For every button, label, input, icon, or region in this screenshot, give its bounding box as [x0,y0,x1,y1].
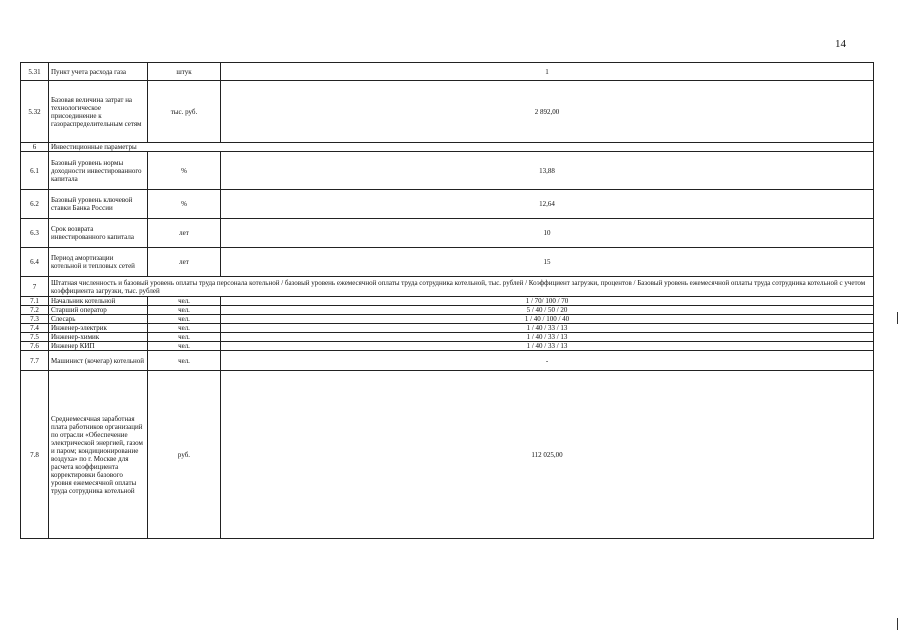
row-number: 7.6 [21,342,49,351]
parameter-name: Базовый уровень ключевой ставки Банка России [49,190,148,219]
unit-cell: руб. [148,371,221,539]
table-row [21,351,874,371]
row-number: 7.8 [21,371,49,539]
parameters-table [20,62,874,539]
parameter-name: Инженер КИП [49,342,148,351]
unit-cell: лет [148,219,221,248]
section-row [21,143,874,152]
row-number: 7 [21,277,49,297]
value-cell: 1 / 40 / 33 / 13 [221,333,874,342]
value-cell: 10 [221,219,874,248]
table-row [21,190,874,219]
value-cell: 13,88 [221,152,874,190]
edge-mark [897,312,901,324]
unit-cell: чел. [148,342,221,351]
row-number: 5.32 [21,81,49,143]
parameter-name: Инженер-электрик [49,324,148,333]
row-number: 7.5 [21,333,49,342]
value-cell: 1 [221,63,874,81]
table-row [21,81,874,143]
edge-mark [897,618,901,630]
table-row [21,63,874,81]
table-row [21,324,874,333]
unit-cell: % [148,152,221,190]
value-cell: 1 / 40 / 100 / 40 [221,315,874,324]
value-cell: 2 892,00 [221,81,874,143]
unit-cell: чел. [148,351,221,371]
parameter-name: Машинист (кочегар) котельной [49,351,148,371]
row-number: 6 [21,143,49,152]
row-number: 7.4 [21,324,49,333]
row-number: 7.3 [21,315,49,324]
table-row [21,306,874,315]
row-number: 6.4 [21,248,49,277]
table-row [21,371,874,539]
unit-cell: чел. [148,297,221,306]
section-title: Штатная численность и базовый уровень оплаты труда персонала котельной / базовый уровень ежемесячной оплаты труда сотрудника котельной, тыс. рублей / Коэффициент загрузки, процентов / Базовый уровень ежемесячной оплаты труда сотрудника котельной с учетом коэффициента загрузки, тыс. рублей [49,277,874,297]
table-row [21,248,874,277]
parameter-name: Срок возврата инвестированного капитала [49,219,148,248]
parameter-name: Базовый уровень нормы доходности инвестированного капитала [49,152,148,190]
unit-cell: % [148,190,221,219]
value-cell: 12,64 [221,190,874,219]
parameter-name: Слесарь [49,315,148,324]
value-cell: 1 / 70/ 100 / 70 [221,297,874,306]
row-number: 6.3 [21,219,49,248]
parameter-name: Пункт учета расхода газа [49,63,148,81]
table-row [21,315,874,324]
value-cell: 1 / 40 / 33 / 13 [221,342,874,351]
unit-cell: чел. [148,306,221,315]
table-row [21,342,874,351]
value-cell: - [221,351,874,371]
parameter-name: Старший оператор [49,306,148,315]
table-row [21,297,874,306]
page-number: 14 [835,38,846,50]
parameter-name: Среднемесячная заработная плата работников организаций по отрасли «Обеспечение электрической энергией, газом и паром; кондиционирование воздуха» по г. Москве для расчета коэффициента корректировки базового уровня ежемесячной оплаты труда сотрудника котельной [49,371,148,539]
row-number: 7.7 [21,351,49,371]
unit-cell: лет [148,248,221,277]
unit-cell: чел. [148,315,221,324]
table-row [21,333,874,342]
row-number: 7.1 [21,297,49,306]
value-cell: 1 / 40 / 33 / 13 [221,324,874,333]
row-number: 6.2 [21,190,49,219]
unit-cell: чел. [148,324,221,333]
section-row [21,277,874,297]
value-cell: 15 [221,248,874,277]
parameter-name: Период амортизации котельной и тепловых сетей [49,248,148,277]
row-number: 7.2 [21,306,49,315]
section-title: Инвестиционные параметры [49,143,874,152]
parameter-name: Начальник котельной [49,297,148,306]
value-cell: 5 / 40 / 50 / 20 [221,306,874,315]
unit-cell: штук [148,63,221,81]
row-number: 5.31 [21,63,49,81]
parameter-name: Базовая величина затрат на технологическое присоединение к газораспределительным сетям [49,81,148,143]
value-cell: 112 025,00 [221,371,874,539]
row-number: 6.1 [21,152,49,190]
table-row [21,219,874,248]
table-row [21,152,874,190]
parameter-name: Инженер-химик [49,333,148,342]
unit-cell: чел. [148,333,221,342]
unit-cell: тыс. руб. [148,81,221,143]
